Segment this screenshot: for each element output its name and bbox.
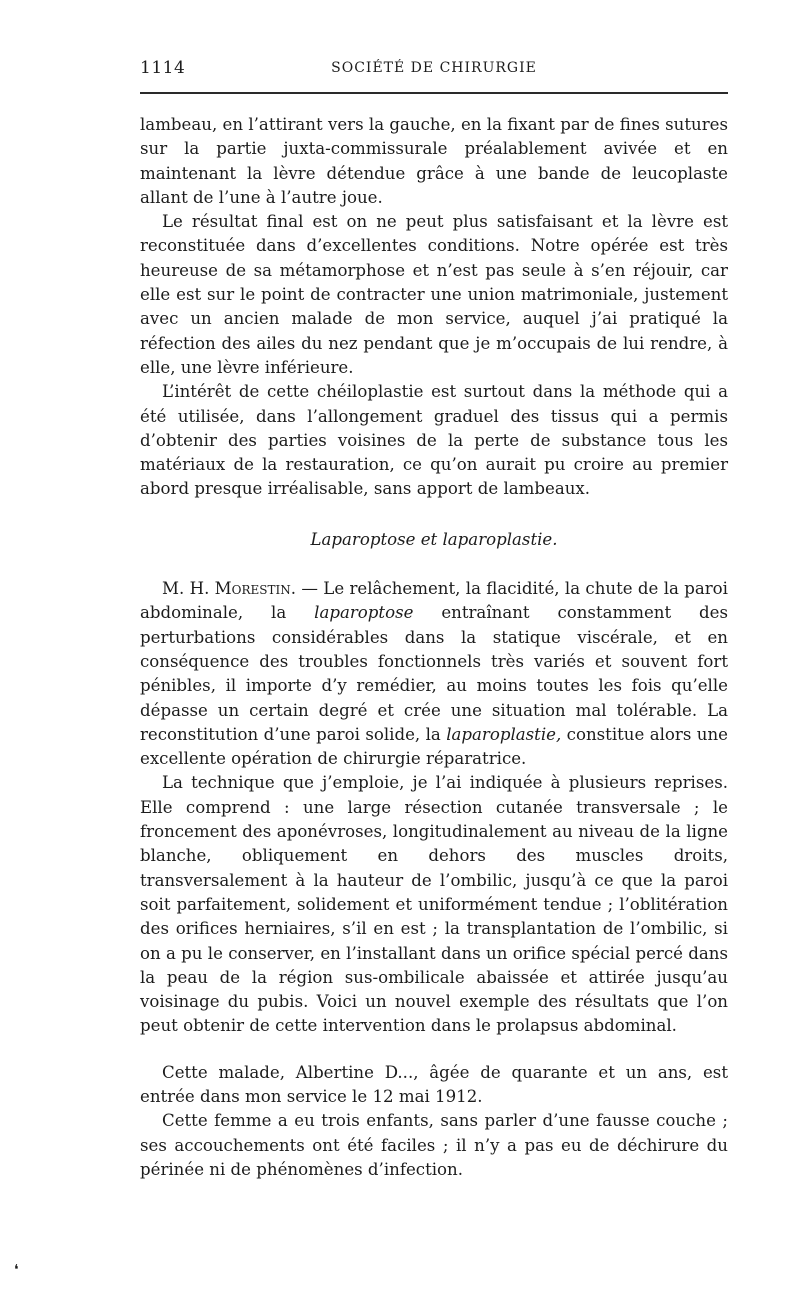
paragraph-text: entraînant constamment des perturbations considérables dans la statique viscérale, et en conséquence des troubles fonctionnels très variés et souvent fort pénibles, il importe d’y remédier, au moins toutes les fois qu’elle dépasse un certain degré et crée une situation mal tolérable. La reconstitution d’une paroi solide, la: [140, 603, 729, 744]
paragraph-morestin: [140, 577, 728, 771]
author-name: M. H. Morestin.: [162, 579, 297, 599]
paragraph-continued: lambeau, en l’attirant vers la gauche, en la fixant par de fines sutures sur la partie juxta-commissurale préalablement avivée et en maintenant la lèvre détendue grâce à une bande de leucoplaste allant de l’une à l’autre joue.: [140, 115, 728, 207]
paragraph-case-history: Cette femme a eu trois enfants, sans parler d’une fausse couche ; ses accouchements ont été faciles ; il n’y a pas eu de déchirure du périnée ni de phénomènes d’infection.: [140, 1111, 728, 1179]
page-header: [140, 58, 728, 82]
paragraph-case-intro: Cette malade, Albertine D..., âgée de quarante et un ans, est entrée dans mon service le 12 mai 1912.: [140, 1062, 728, 1106]
paragraph-result: Le résultat final est on ne peut plus satisfaisant et la lèvre est reconstituée dans d’excellentes conditions. Notre opérée est très heureuse de sa métamorphose et n’est pas seule à s’en réjouir, car elle est sur le point de contracter une union matrimoniale, justement avec un ancien malade de mon service, auquel j’ai pratiqué la réfection des ailes du nez pendant que je m’occupais de lui rendre, à elle, une lèvre inférieure.: [140, 212, 728, 377]
running-head: SOCIÉTÉ DE CHIRURGIE: [331, 60, 537, 76]
term-laparoplastie: laparoplastie,: [446, 724, 562, 744]
term-laparoptose: laparoptose: [314, 603, 414, 623]
body-text: [140, 113, 728, 1182]
paragraph-text: — Le relâchement, la flacidité, la chute de la paroi abdominale, la: [140, 579, 728, 623]
header-rule: [140, 92, 728, 94]
page-number: 1114: [140, 58, 186, 78]
margin-mark: ❛: [14, 1262, 19, 1278]
paragraph-text: constitue alors une excellente opération de chirurgie réparatrice.: [140, 724, 728, 769]
paragraph-interest: L’intérêt de cette chéiloplastie est surtout dans la méthode qui a été utilisée, dans l’allongement graduel des tissus qui a permis d’obtenir des parties voisines de la perte de substance tous les matériaux de la restauration, ce qu’on aurait pu croire au premier abord presque irréalisable, sans apport de lambeaux.: [140, 382, 728, 499]
section-title: Laparoptose et laparoplastie.: [310, 529, 558, 549]
paragraph-technique: La technique que j’emploie, je l’ai indiquée à plusieurs reprises. Elle comprend : une large résection cutanée transversale ; le froncement des aponévroses, longitudinalement au niveau de la ligne blanche, obliquement en dehors des muscles droits, transversalement à la hauteur de l’ombilic, jusqu’à ce que la paroi soit parfaitement, solidement et uniformément tendue ; l’oblitération des orifices herniaires, s’il en est ; la transplantation de l’ombilic, si on a pu le conserver, en l’installant dans un orifice spécial percé dans la peau de la région sus-ombilicale abaissée et attirée jusqu’au voisinage du pubis. Voici un nouvel exemple des résultats que l’on peut obtenir de cette intervention dans le prolapsus abdominal.: [140, 773, 728, 1036]
spacer: [140, 1039, 728, 1061]
